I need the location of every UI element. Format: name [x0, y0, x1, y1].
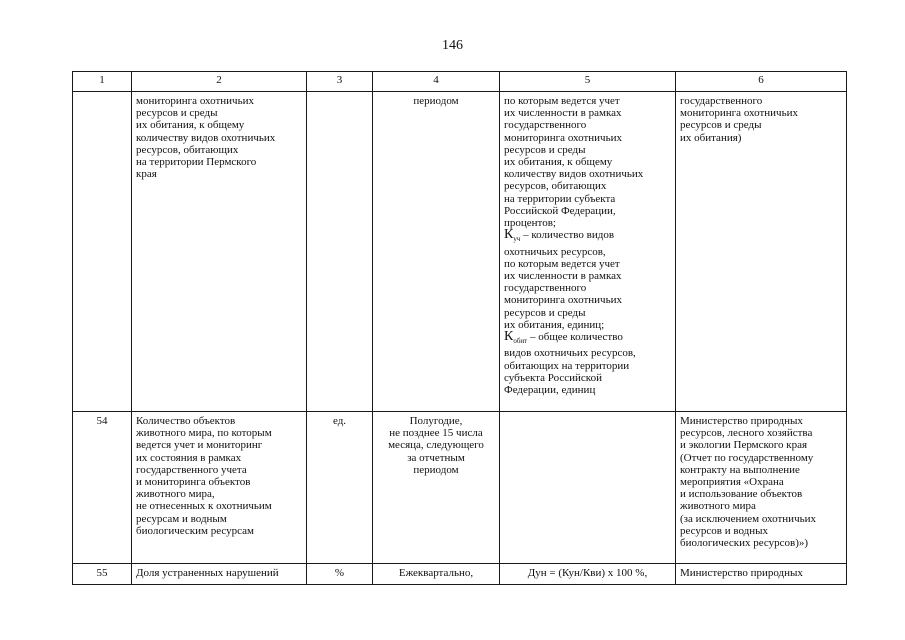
table-row-54: [73, 412, 847, 564]
indicators-table: [72, 71, 847, 585]
row-54-period: Полугодие, не позднее 15 числа месяца, следующего за отчетным периодом: [373, 412, 500, 564]
row-55-formula: Дун = (Кун/Кви) х 100 %,: [500, 564, 676, 585]
cont-formula-cell: [500, 92, 676, 412]
table-row-continued: [73, 92, 847, 412]
cont-number-cell: [73, 92, 132, 412]
cont-source-text: государственного мониторинга охотничьих ресурсов и среды их обитания): [680, 95, 798, 144]
header-col-5: 5: [500, 72, 676, 92]
symbol-k-uch: $К_{уч}$: [504, 227, 521, 244]
row-55-indicator: Доля устраненных нарушений: [132, 564, 307, 585]
row-54-formula: [500, 412, 676, 564]
table-row-55: [73, 564, 847, 585]
cont-period-text: периодом: [413, 95, 459, 107]
cont-indicator-cell: [132, 92, 307, 412]
row-54-number: 54: [73, 412, 132, 564]
table-header-row: [73, 72, 847, 92]
header-col-1: 1: [73, 72, 132, 92]
symbol-k-obit: $К_{обит}$: [504, 329, 528, 346]
cont-formula-text-3: – общее количество видов охотничьих ресурсов, обитающих на территории субъекта Российской Федерации, единиц: [504, 331, 636, 397]
cont-formula-text-2: – количество видов охотничьих ресурсов, по которым ведется учет их численности в рамках государственного мониторинга охотничьих ресурсов и среды их обитания, единиц;: [504, 229, 622, 331]
row-54-source: Министерство природных ресурсов, лесного хозяйства и экологии Пермского края (Отчет по государственному контракту на выполнение мероприятия «Охрана и использование объектов животного мира (за исключением охотничьих ресурсов и водных биологических ресурсов)»): [676, 412, 847, 564]
row-55-number: 55: [73, 564, 132, 585]
cont-formula-text-1: по которым ведется учет их численности в рамках государственного мониторинга охотничьих ресурсов и среды их обитания, к общему количеству видов охотничьих ресурсов, обитающих на территории субъекта Российской Федерации, процентов;: [504, 95, 644, 230]
row-54-unit: ед.: [307, 412, 373, 564]
cont-unit-cell: [307, 92, 373, 412]
header-col-2: 2: [132, 72, 307, 92]
row-55-period: Ежеквартально,: [373, 564, 500, 585]
row-55-unit: %: [307, 564, 373, 585]
page-number: 146: [442, 38, 463, 53]
row-55-source: Министерство природных: [676, 564, 847, 585]
cont-source-cell: [676, 92, 847, 412]
header-col-6: 6: [676, 72, 847, 92]
header-col-4: 4: [373, 72, 500, 92]
header-col-3: 3: [307, 72, 373, 92]
row-54-indicator: Количество объектов животного мира, по которым ведется учет и мониторинг их состояния в рамках государственного учета и мониторинга объектов животного мира, не отнесенных к охотничьим ресурсам и водным биологическим ресурсам: [132, 412, 307, 564]
cont-indicator-text: мониторинга охотничьих ресурсов и среды их обитания, к общему количеству видов охотничьих ресурсов, обитающих на территории Пермского края: [136, 95, 276, 181]
cont-period-cell: [373, 92, 500, 412]
